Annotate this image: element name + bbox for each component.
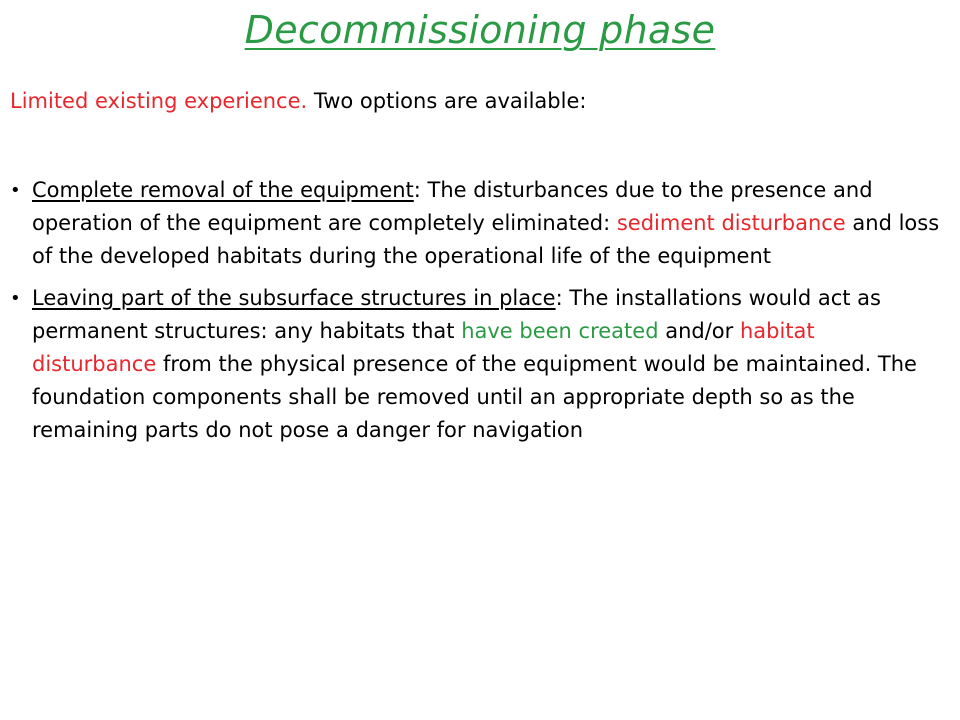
bullet-leaving-part [10,282,940,447]
intro-highlight: Limited existing experience. [10,89,308,113]
bullet-complete-removal [10,174,940,273]
bullet-dot-icon: • [10,180,21,201]
bullet-text: from the physical presence of the equipment would be maintained. The foundation components shall be removed until an appropriate depth so as the remaining parts do not pose a danger for navigation [32,352,917,442]
bullet-list [10,174,940,447]
bullet-heading-leaving-part: Leaving part of the subsurface structures in place [32,286,556,310]
intro-rest: Two options are available: [307,89,587,113]
bullet-dot-icon: • [10,288,21,309]
bullet-heading-complete-removal: Complete removal of the equipment [32,178,414,202]
highlight-have-been-created: have been created [461,319,659,343]
bullet-text: : The installations would act as permanent structures: any habitats that [32,286,881,343]
bullet-text: and loss of the developed habitats during the operational life of the equipment [32,211,940,268]
intro-line [10,86,950,116]
highlight-sediment-disturbance: sediment disturbance [616,211,846,235]
highlight-habitat-disturbance: habitat disturbance [32,319,815,376]
bullet-text: : The disturbances due to the presence and operation of the equipment are completely eliminated: [32,178,873,235]
slide-title: Decommissioning phase [244,8,716,52]
bullet-text: and/or [658,319,740,343]
